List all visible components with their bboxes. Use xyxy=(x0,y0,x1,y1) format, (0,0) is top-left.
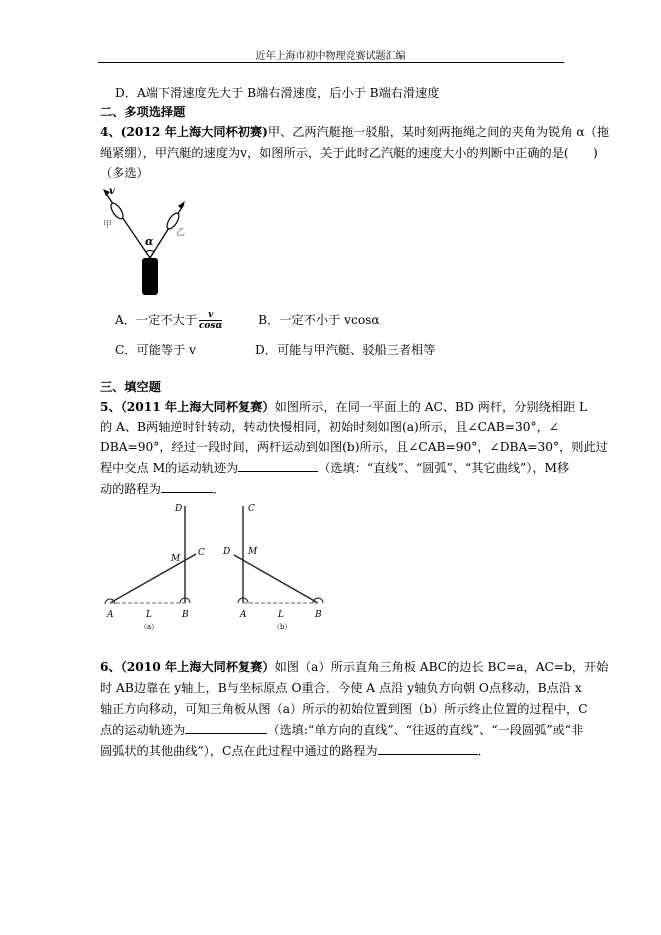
label-jia: 甲 xyxy=(103,220,113,230)
q4-line2: 绳紧绷），甲汽艇的速度为v，如图所示，关于此时乙汽艇的速度大小的判断中正确的是( ) xyxy=(100,146,598,160)
q6-line4 xyxy=(100,720,584,740)
label-a-a: A xyxy=(107,610,114,620)
q5-text5a: 动的路程为 xyxy=(100,482,161,496)
section2-title: 二、多项选择题 xyxy=(100,105,186,119)
q6-text4a: 点的运动轨迹为 xyxy=(100,723,186,737)
figure-b xyxy=(222,504,323,631)
label-yi: 乙 xyxy=(176,228,186,238)
angle-arc xyxy=(145,251,155,253)
label-l-b: L xyxy=(278,610,284,620)
q4-source: 4、(2012 年上海大同杯初赛) xyxy=(100,125,268,139)
q4-figure-boats xyxy=(100,180,210,300)
q4-line3: （多选） xyxy=(100,166,149,180)
q4-option-d: D．可能与甲汽艇、驳船三者相等 xyxy=(255,343,436,357)
q6-text5b: ． xyxy=(477,744,490,758)
caption-a: （a） xyxy=(140,623,159,631)
q4-options-row1 xyxy=(115,310,585,331)
q6-blank-distance[interactable] xyxy=(378,742,478,755)
q6-line5 xyxy=(100,741,570,761)
barge-icon xyxy=(142,258,158,295)
fraction-denominator: cosα xyxy=(198,321,223,331)
q6-text4b: （选填:“单方向的直线”、“往返的直线”、“一段圆弧”或“非 xyxy=(267,723,584,737)
figure-a xyxy=(105,504,205,631)
q5-blank-distance[interactable] xyxy=(161,480,213,493)
q5-source: 5、（2011 年上海大同杯复赛） xyxy=(100,400,275,414)
label-d-b: D xyxy=(223,547,231,557)
q4-option-b: B．一定不小于 vcosα xyxy=(258,313,380,327)
q6-line3: 轴正方向移动，可知三角板从图（a）所示的初始位置到图（b）所示终止位置的过程中，C xyxy=(100,702,588,716)
q4-text1: 甲、乙两汽艇拖一驳船，某时刻两拖绳之间的夹角为锐角 α（拖 xyxy=(267,125,610,139)
q5-text4a: 程中交点 M的运动轨迹为 xyxy=(100,461,239,475)
q4-option-a-text: A．一定不大于 xyxy=(115,313,197,327)
q5-text5b: ． xyxy=(212,482,226,496)
label-c-a: C xyxy=(198,548,205,558)
q5-text1: 如图所示，在同一平面上的 AC、BD 两杆，分别绕相距 L xyxy=(274,400,588,414)
q4-option-a xyxy=(115,310,223,331)
q5-figure-rods xyxy=(100,496,340,636)
page-header-title: 近年上海市初中物理竞赛试题汇编 xyxy=(255,51,406,62)
q6-text1: 如图（a）所示直角三角板 ABC的边长 BC=a，AC=b，开始 xyxy=(274,660,609,674)
q5-text4b: （选填：“直线”、“圆弧”、“其它曲线”），M移 xyxy=(318,461,570,475)
label-l-a: L xyxy=(146,610,152,620)
q6-source: 6、（2010 年上海大同杯复赛） xyxy=(100,660,275,674)
rod-ac-a xyxy=(110,554,196,603)
fraction-numerator: v xyxy=(199,310,222,321)
rod-bd-b xyxy=(234,555,318,603)
label-b-a: B xyxy=(182,610,189,620)
q4-option-c: C．可能等于 v xyxy=(115,343,197,357)
q5-line1 xyxy=(100,397,588,417)
label-m-b: M xyxy=(248,547,258,557)
q4-line1 xyxy=(100,122,610,142)
q6-line1 xyxy=(100,657,609,677)
label-alpha: α xyxy=(145,235,154,248)
q3-option-d: D．A端下滑速度先大于 B端右滑速度，后小于 B端右滑速度 xyxy=(115,86,440,100)
label-a-b: A xyxy=(240,610,247,620)
fraction-v-over-cos xyxy=(199,310,222,331)
q6-line2: 时 AB边靠在 y轴上，B与坐标原点 O重合．今使 A 点沿 y轴负方向朝 O点移动，B点沿 x xyxy=(100,681,582,695)
label-d-a: D xyxy=(175,504,183,514)
q5-line2: 的 A、B两轴逆时针转动，转动快慢相同，初始时刻如图(a)所示，且∠CAB=30°，∠ xyxy=(100,420,559,434)
q5-line3: DBA=90°，经过一段时间，两杆运动到如图(b)所示，且∠CAB=90°，∠DBA=30°，则此过 xyxy=(100,440,608,454)
q5-line4 xyxy=(100,458,570,478)
caption-b: （b） xyxy=(273,623,292,631)
header-divider xyxy=(98,62,564,63)
label-c-b: C xyxy=(248,504,255,514)
label-v: v xyxy=(109,186,115,197)
label-m-a: M xyxy=(171,554,181,564)
q4-options-row2 xyxy=(115,340,585,360)
q6-text5a: 圆弧状的其他曲线”），C点在此过程中通过的路程为 xyxy=(100,744,378,758)
q5-blank-trajectory[interactable] xyxy=(238,459,318,472)
section3-title: 三、填空题 xyxy=(100,380,161,394)
boat-jia-icon xyxy=(109,201,126,220)
label-b-b: B xyxy=(315,610,322,620)
q6-blank-trajectory[interactable] xyxy=(185,721,267,734)
